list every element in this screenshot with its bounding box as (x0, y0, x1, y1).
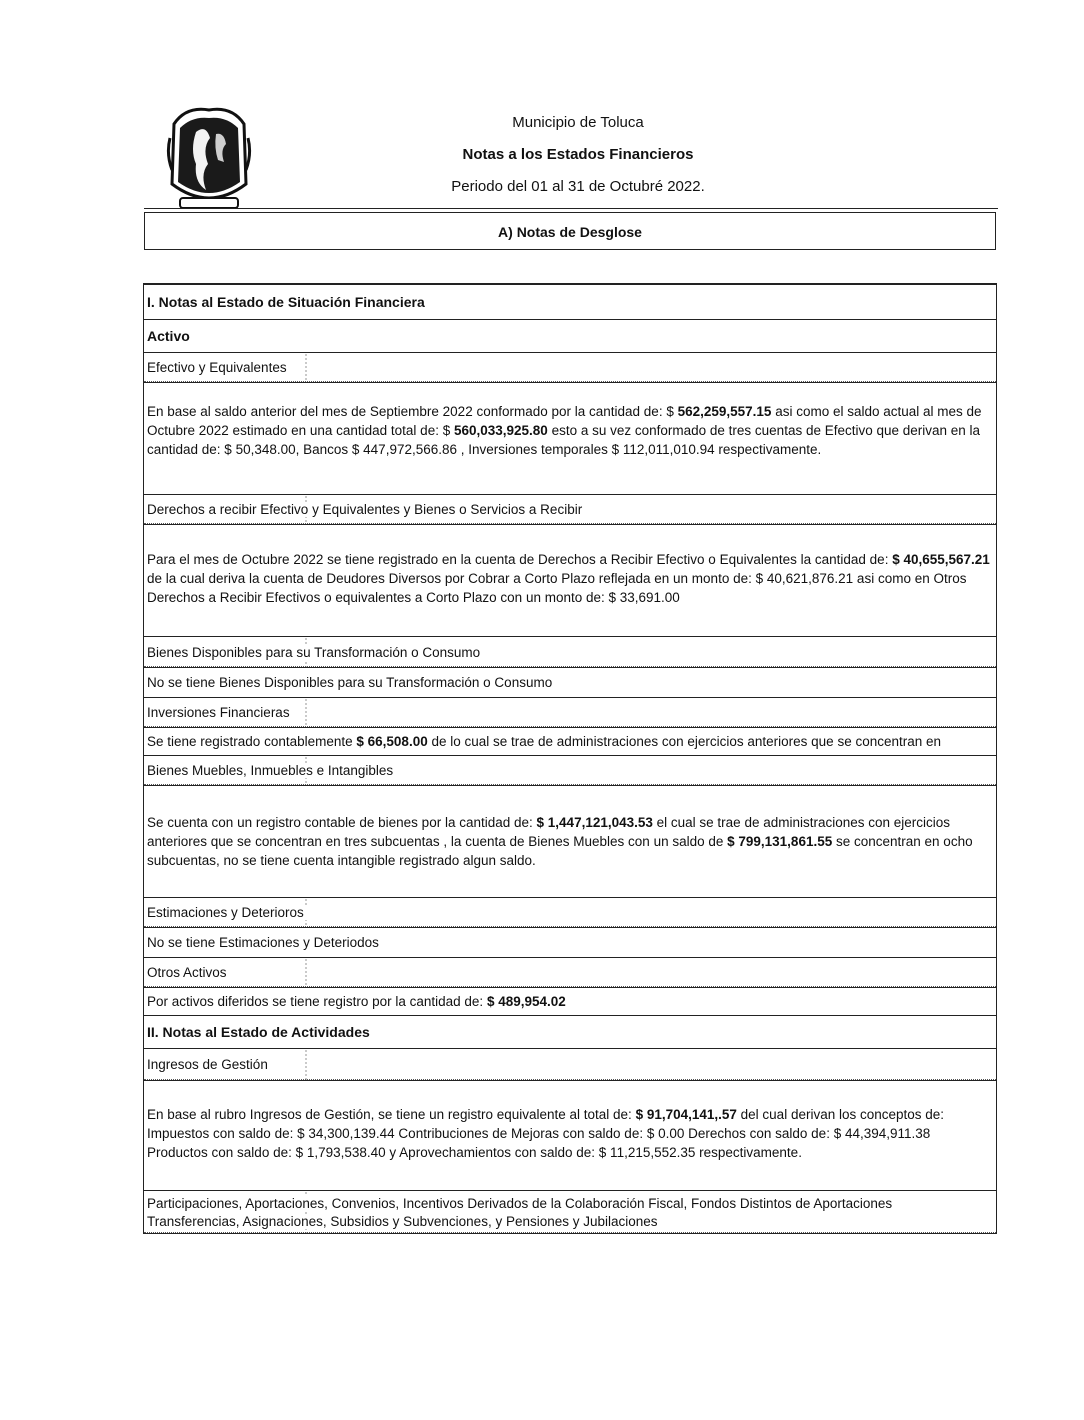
bienes-muebles-label: Bienes Muebles, Inmuebles e Intangibles (147, 763, 397, 778)
derechos-note: Para el mes de Octubre 2022 se tiene registrado en la cuenta de Derechos a Recibir Efectivo o Equivalentes la cantidad de: $ 40,655,567.21 de la cual deriva la cuenta de Deudores Diversos por Cobrar a Corto Plazo reflejada en un monto de: $ 40,621,876.21 asi como en Otros Derechos a Recibir Efectivos o equivalentes a Corto Plazo con un monto de: $ 33,691.00 (144, 524, 996, 636)
ingresos-label: Ingresos de Gestión (147, 1057, 272, 1072)
document-title: Notas a los Estados Financieros (462, 146, 694, 163)
derechos-label-row (144, 494, 996, 524)
header-divider (144, 208, 998, 209)
efectivo-label-row (144, 352, 996, 382)
estimaciones-note: No se tiene Estimaciones y Deteriodos (144, 927, 996, 957)
estimaciones-label: Estimaciones y Deterioros (147, 905, 308, 920)
otros-activos-note: Por activos diferidos se tiene registro por la cantidad de: $ 489,954.02 (144, 987, 996, 1015)
efectivo-label: Efectivo y Equivalentes (147, 360, 291, 375)
efectivo-note: En base al saldo anterior del mes de Septiembre 2022 conformado por la cantidad de: $ 562,259,557.15 asi como el saldo actual al mes de Octubre 2022 estimado en una cantidad total de: $ 560,033,925.80 esto a su vez conformado de tres cuentas de Efectivo que derivan en la cantidad de: $ 50,348.00, Bancos $ 447,972,566.86 , Inversiones temporales $ 112,011,010.94 respectivamente. (144, 382, 996, 494)
bienes-muebles-label-row (144, 755, 996, 785)
otros-activos-label: Otros Activos (147, 965, 231, 980)
inversiones-label-row (144, 697, 996, 727)
activo-heading: Activo (144, 319, 996, 352)
otros-activos-label-row (144, 957, 996, 987)
bienes-disponibles-label: Bienes Disponibles para su Transformación o Consumo (147, 645, 484, 660)
inversiones-note: Se tiene registrado contablemente $ 66,508.00 de lo cual se trae de administraciones con ejercicios anteriores que se concentran en (144, 727, 996, 755)
bienes-muebles-note: Se cuenta con un registro contable de bienes por la cantidad de: $ 1,447,121,043.53 el cual se trae de administraciones con ejercicios anteriores que se concentran en tres subcuentas , la cuenta de Bienes Muebles con un saldo de $ 799,131,861.55 se concentran en ocho subcuentas, no se tiene cuenta intangible registrado algun saldo. (144, 785, 996, 897)
ingresos-label-row (144, 1048, 996, 1080)
bienes-disponibles-note: No se tiene Bienes Disponibles para su Transformación o Consumo (144, 667, 996, 697)
section-2-heading: II. Notas al Estado de Actividades (144, 1015, 996, 1048)
notes-table (143, 283, 997, 1234)
participaciones-label-line2: Transferencias, Asignaciones, Subsidios y Subvenciones, y Pensiones y Jubilaciones (147, 1214, 662, 1229)
ingresos-note: En base al rubro Ingresos de Gestión, se tiene un registro equivalente al total de: $ 91,704,141,.57 del cual derivan los conceptos de: Impuestos con saldo de: $ 34,300,139.44 Contribuciones de Mejoras con saldo de: $ 0.00 Derechos con saldo de: $ 44,394,911.38 Productos con saldo de: $ 1,793,538.40 y Aprovechamientos con saldo de: $ 11,215,552.35 respectivamente. (144, 1080, 996, 1190)
participaciones-label-line1: Participaciones, Aportaciones, Convenios, Incentivos Derivados de la Colaboración Fiscal, Fondos Distintos de Aportaciones (147, 1196, 896, 1211)
derechos-label: Derechos a recibir Efectivo y Equivalentes y Bienes o Servicios a Recibir (147, 502, 586, 517)
report-period: Periodo del 01 al 31 de Octubré 2022. (451, 178, 705, 195)
estimaciones-label-row (144, 897, 996, 927)
section-a-heading: A) Notas de Desglose (144, 212, 996, 250)
inversiones-label: Inversiones Financieras (147, 705, 294, 720)
section-1-heading: I. Notas al Estado de Situación Financiera (147, 294, 425, 310)
municipality-name: Municipio de Toluca (512, 114, 644, 131)
bienes-disponibles-label-row (144, 636, 996, 667)
participaciones-label-row (144, 1190, 996, 1233)
